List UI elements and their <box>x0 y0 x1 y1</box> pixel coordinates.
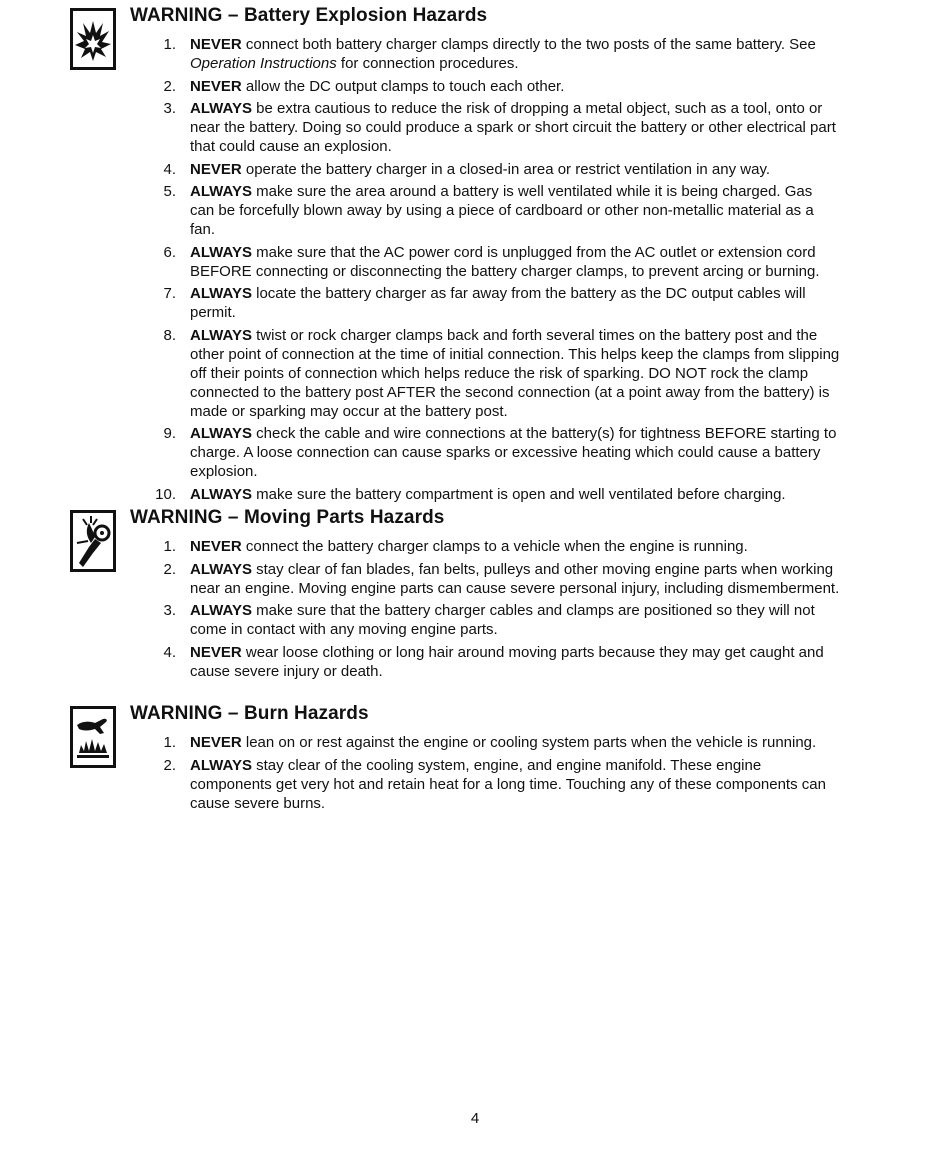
list-item: 5. ALWAYS make sure the area around a battery is well ventilated while it is being charged. Gas can be forcefully blown away by using a piece of cardboard or other non-metallic material as a fan. <box>163 183 814 238</box>
list-item: 3. ALWAYS be extra cautious to reduce the risk of dropping a metal object, such as a tool, onto or near the battery. Doing so could produce a spark or short circuit the battery or other electrical part that could cause an explosion. <box>163 100 836 155</box>
burn-hazard-list <box>140 733 840 816</box>
list-item: 2. ALWAYS stay clear of fan blades, fan belts, pulleys and other moving engine parts when working near an engine. Moving engine parts can cause severe personal injury, including dismemberment. <box>163 560 840 597</box>
list-item: 4. NEVER wear loose clothing or long hair around moving parts because they may get caught and cause severe injury or death. <box>163 643 824 680</box>
list-item: 2. ALWAYS stay clear of the cooling system, engine, and engine manifold. These engine components get very hot and retain heat for a long time. Touching any of these components can cause severe burns. <box>163 756 826 812</box>
section-title: WARNING – Moving Parts Hazards <box>130 507 445 528</box>
explosion-icon <box>70 8 116 70</box>
list-item: 4. NEVER operate the battery charger in a closed-in area or restrict ventilation in any way. <box>163 160 771 178</box>
list-item: 6. ALWAYS make sure that the AC power cord is unplugged from the AC outlet or extension cord BEFORE connecting or disconnecting the battery charger clamps, to prevent arcing or burning. <box>163 243 820 280</box>
list-item: 2. NEVER allow the DC output clamps to touch each other. <box>163 77 565 95</box>
list-item: 1. NEVER lean on or rest against the engine or cooling system parts when the vehicle is running. <box>163 734 817 751</box>
list-item: 9. ALWAYS check the cable and wire connections at the battery(s) for tightness BEFORE starting to charge. A loose connection can cause sparks or excessive heating which could cause a battery explosion. <box>163 425 837 480</box>
list-item: 10. ALWAYS make sure the battery compartment is open and well ventilated before charging. <box>155 485 786 503</box>
section-title: WARNING – Battery Explosion Hazards <box>130 5 488 26</box>
list-item: 8. ALWAYS twist or rock charger clamps back and forth several times on the battery post and the other point of connection at the time of initial connection. This helps keep the clamps from slipping off their points of connection which helps reduce the risk of sparking. DO NOT rock the clamp connected to the battery post AFTER the second connection (at a point away from the battery) is made or sparking may occur at the battery post. <box>163 326 840 420</box>
list-item: 7. ALWAYS locate the battery charger as far away from the battery as the DC output cables will permit. <box>163 285 806 321</box>
section-title: WARNING – Burn Hazards <box>130 703 369 724</box>
list-item: 3. ALWAYS make sure that the battery charger cables and clamps are positioned so they will not come in contact with any moving engine parts. <box>163 602 815 638</box>
moving-parts-hazard-list <box>140 537 840 684</box>
hot-surface-icon <box>70 706 116 768</box>
battery-hazard-list <box>140 35 840 507</box>
list-item: 1. NEVER connect the battery charger clamps to a vehicle when the engine is running. <box>163 538 748 555</box>
page-number: 4 <box>470 1110 480 1127</box>
moving-parts-icon <box>70 510 116 572</box>
list-item: 1. NEVER connect both battery charger clamps directly to the two posts of the same battery. See Operation Instructions for connection procedures. <box>163 36 816 72</box>
